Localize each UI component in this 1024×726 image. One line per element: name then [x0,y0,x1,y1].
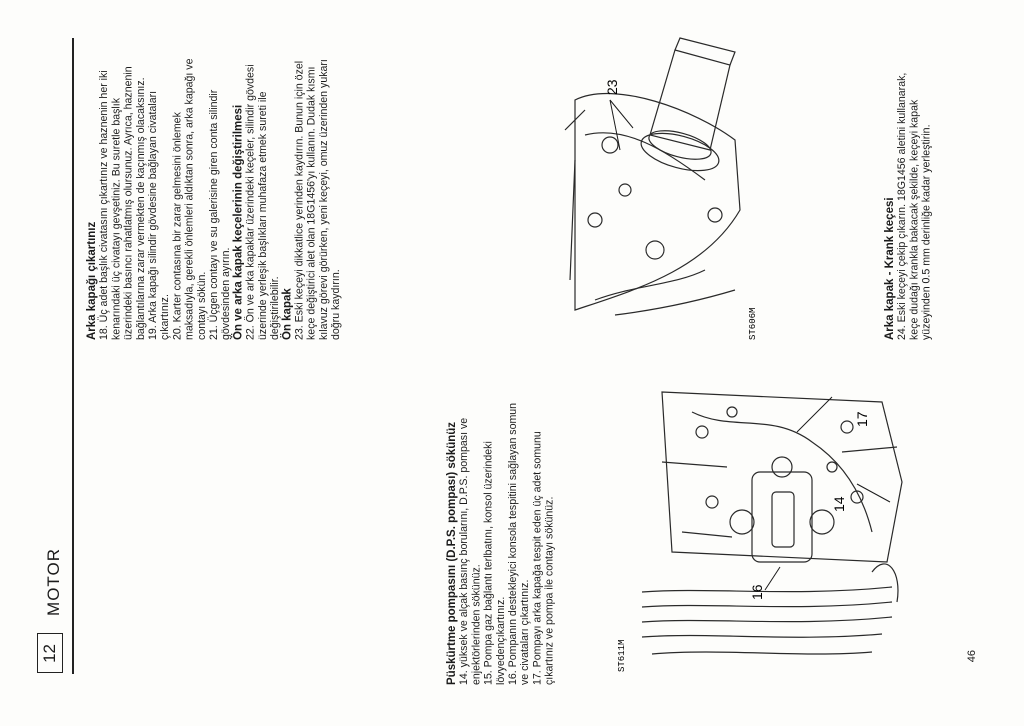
page-number: 46 [966,650,978,663]
step-15: 15. Pompa gaz bağlantı terlbatını, konsol üzerindeki lövyedençıkartınız. [482,441,507,685]
figure-code-st606m: ST606M [748,307,758,340]
chapter-number: 12 [40,643,59,663]
figure-code-st611m: ST611M [617,639,627,672]
chapter-title: MOTOR [44,548,63,616]
step-24: 24. Eski keçeyi çekip çıkarın. 18G1456 aletini kullanarak, keçe dudağı krankla bakacak şekilde, keçeyi kapak yüzeyinden 0.5 mm derinliğe kadar yerleştirin. [896,72,933,340]
seal-replacement-heading: Ön ve arka kapak keçelerinin değiştirilmesi [232,104,245,340]
header-rule [72,38,74,674]
step-19: 19. Arka kapağı silindir gövdesine bağlayan civataları çıkartınız. [147,90,172,340]
callout-17: 17 [854,411,870,427]
step-22: 22. Ön ve arka kapaklar üzerindeki keçeler, silindir gövdesi üzerinde yerleşik başlıkları muhafaza etmek sureti ile değiştirilebilir. [244,64,282,340]
crank-seal-heading: Arka kapak - Krank keçesi [884,197,896,340]
figure-pump-illustration [617,372,932,684]
step-21: 21. Üçgen contayı ve su galerisine giren conta silindir gövdesinden ayırın. [208,89,233,340]
step-23: 23. Eski keçeyi dikkatlice yerinden kaydırın. Bunun için özel keçe değiştirici alet olan 18G1456'yı kullanın. Dudak kısmı kılavuz görevi görürken, yeni keçeyi, omuz üzerinden yukarı doğru kaydırın. [293,59,343,340]
front-cover-heading: Ön kapak [281,288,294,340]
step-17: 17. Pompayı arka kapağa tespit eden üç adet somunu çıkartınız ve pompa ile contayı sökünüz. [531,431,556,685]
crank-seal-section [884,40,933,340]
rear-cover-heading: Arka kapağı çıkartınız [86,221,98,340]
step-16: 16. Pompanın destekleyici konsola tespitini sağlayan somun ve civataları çıkartınız. [507,402,532,685]
injection-pump-section [446,385,556,685]
figure-seal-illustration [555,40,758,340]
chapter-number-box [37,633,63,673]
injection-pump-heading: Püskürtme pompasını (D.P.S. pompası) sökünüz [446,421,458,685]
callout-16: 16 [749,584,765,600]
step-20: 20. Karter contasına bir zarar gelmesini önlemek maksadıyla, gerekli önlemleri aldıktan sonra, arka kapağı ve contayı sökün. [171,58,208,340]
rear-cover-section [86,40,342,340]
callout-14: 14 [831,496,847,512]
callout-23: 23 [604,79,620,95]
step-18: 18. Üç adet başlık civatasını çıkartınız ve haznenin her iki kenarındaki üç civatayı gevşetiniz. Bu suretle başlık üzerindeki basıncı rahatlatmış olursunuz. Ayrıca, haznenin bağlantılarına zarar vermekten de kaçınmış olacaksınız. [98,66,147,340]
step-14: 14. yüksek ve alçak basınç borularını, D.P.S. pompası ve enjektörlerinden sökünüz. [458,417,483,685]
